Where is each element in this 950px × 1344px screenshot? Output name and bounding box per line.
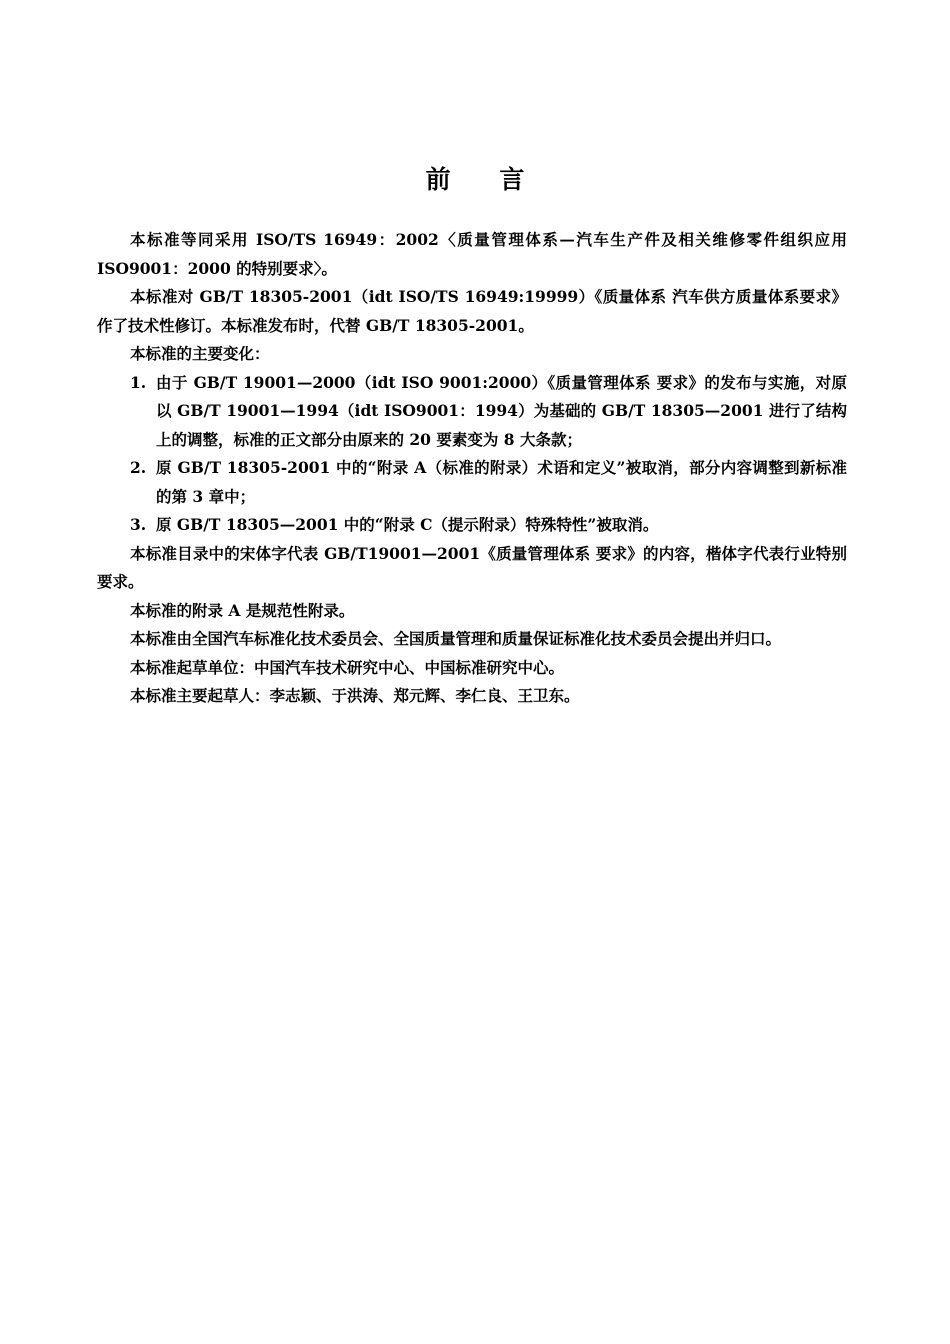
list-item <box>97 369 847 455</box>
list-item <box>97 511 847 540</box>
list-item-text: 由于 GB/T 19001—2000（idt ISO 9001:2000）《质量管理体系 要求》的发布与实施，对原以 GB/T 19001—1994（idt ISO9001：1994）为基础的 GB/T 18305—2001 进行了结构上的调整，标准的正文部分由原来的 20 要素变为 8 大条款； <box>156 372 847 449</box>
preface-body <box>97 226 847 711</box>
paragraph-drafters: 本标准主要起草人：李志颖、于洪涛、郑元辉、李仁良、王卫东。 <box>130 686 580 705</box>
paragraph-adoption: 本标准等同采用 ISO/TS 16949：2002〈质量管理体系—汽车生产件及相关维修零件组织应用 ISO9001：2000 的特别要求〉。 <box>97 230 847 278</box>
paragraph-drafting-units: 本标准起草单位：中国汽车技术研究中心、中国标准研究中心。 <box>130 657 565 677</box>
list-item <box>97 454 847 511</box>
paragraph-changes-heading: 本标准的主要变化： <box>130 344 270 363</box>
list-item-text: 原 GB/T 18305-2001 中的“附录 A（标准的附录）术语和定义”被取消，部分内容调整到新标准的第 3 章中； <box>156 458 847 506</box>
paragraph-fonts: 本标准目录中的宋体字代表 GB/T19001—2001《质量管理体系 要求》的内容，楷体字代表行业特别要求。 <box>97 543 847 591</box>
list-item-number: 1. <box>130 372 147 392</box>
list-item-text: 原 GB/T 18305—2001 中的“附录 C（提示附录）特殊特性”被取消。 <box>156 515 659 534</box>
list-item-number: 2. <box>130 458 147 477</box>
paragraph-proposer: 本标准由全国汽车标准化技术委员会、全国质量管理和质量保证标准化技术委员会提出并归口。 <box>130 629 782 648</box>
paragraph-appendix: 本标准的附录 A 是规范性附录。 <box>130 600 355 620</box>
page-title: 前 言 <box>425 165 545 194</box>
paragraph-revision: 本标准对 GB/T 18305-2001（idt ISO/TS 16949:19999）《质量体系 汽车供方质量体系要求》作了技术性修订。本标准发布时，代替 GB/T 18305-2001。 <box>97 287 847 335</box>
list-item-number: 3. <box>130 515 147 534</box>
